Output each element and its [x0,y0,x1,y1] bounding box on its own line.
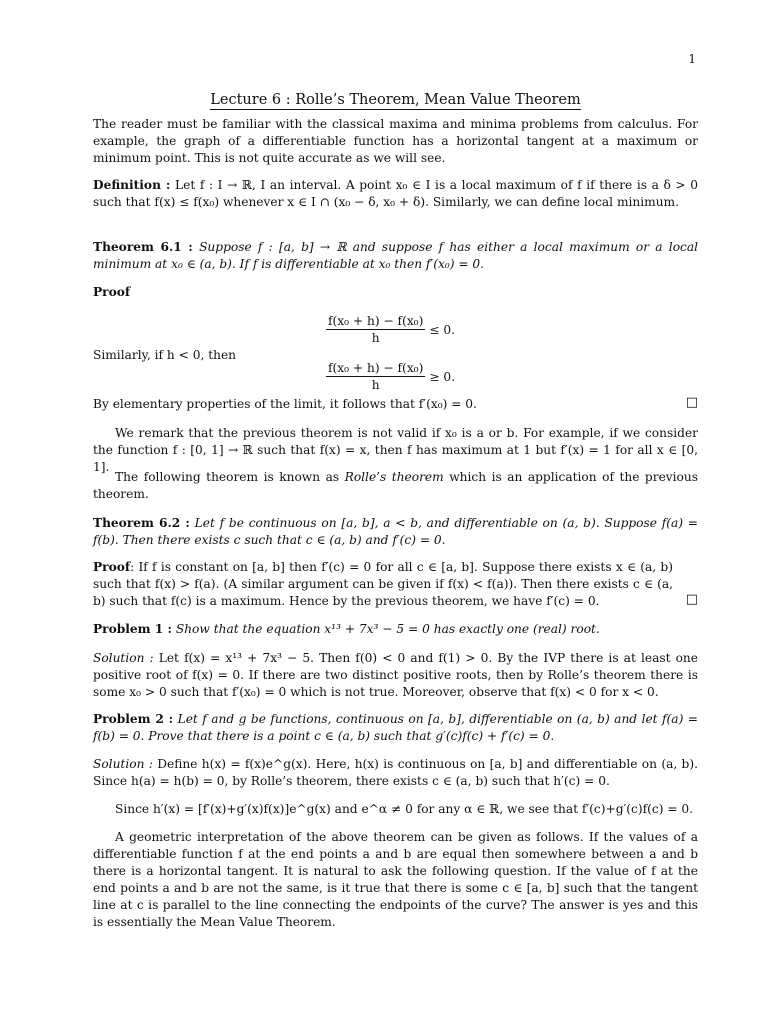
definition-block [93,177,698,211]
theorem-6-2-heading: Theorem 6.2 : [93,516,190,530]
equation-2-tail: ≥ 0. [429,369,456,384]
problem-1-heading: Problem 1 : [93,622,172,636]
fraction-2-numerator: f(x₀ + h) − f(x₀) [328,361,424,375]
rolle-intro-before: The following theorem is known as [115,470,345,484]
fraction-1 [326,314,425,345]
similarly-line: Similarly, if h < 0, then [93,348,237,362]
proof-1 [93,284,698,301]
theorem-6-1 [93,239,698,273]
solution-1 [93,650,698,701]
equation-1 [326,314,455,345]
fraction-2 [326,361,425,392]
definition-heading: Definition : [93,178,171,192]
proof-2 [93,559,673,610]
geometric-paragraph: A geometric interpretation of the above theorem can be given as follows. If the values of a differentiable function f at the end points a and b are equal then somewhere between a and b there is a horizontal tangent. It is natural to ask the following question. If the value of f at the end points a and b are not the same, is it true that there is some c ∈ [a, b] such that the tangent line at c is parallel to the line connecting the endpoints of the curve? The answer is yes and this is essentially the Mean Value Theorem. [93,830,698,929]
remark-paragraph: We remark that the previous theorem is not valid if x₀ is a or b. For example, if we consider the function f : [0, 1] → ℝ such that f(x) = x, then f has maximum at 1 but f′(x) = 1 for all x ∈ [0, 1]. [93,426,698,474]
problem-2 [93,711,698,745]
equation-2 [326,361,455,392]
rolle-intro-after: which is an application of the previous theorem. [93,470,698,501]
qed-symbol-2: □ [685,592,698,607]
title-text: Lecture 6 : Rolle’s Theorem, Mean Value Theorem [210,92,581,108]
rolle-theorem-name: Rolle’s theorem [344,470,444,484]
proof-2-text: : If f is constant on [a, b] then f′(c) = 0 for all c ∈ [a, b]. Suppose there exists x ∈ (a, b) such that f(x) > f(a). (A similar argument can be given if f(x) < f(a)). Then there exists c ∈ (a, b) such that f(c) is a maximum. Hence by the previous theorem, we have f′(c) = 0. [93,560,673,608]
intro-paragraph: The reader must be familiar with the classical maxima and minima problems from calculus. For example, the graph of a differentiable function has a horizontal tangent at a maximum or minimum point. This is not quite accurate as we will see. [93,117,698,165]
proof-2-heading: Proof [93,560,131,574]
solution-1-text: Let f(x) = x¹³ + 7x³ − 5. Then f(0) < 0 and f(1) > 0. By the IVP there is at least one positive root of f(x) = 0. If there are two distinct positive roots, then by Rolle’s theorem there is some x₀ > 0 such that f′(x₀) = 0 which is not true. Moreover, observe that f(x) < 0 for x < 0. [93,651,698,699]
rolle-intro-paragraph [93,469,698,503]
theorem-6-1-heading: Theorem 6.1 : [93,240,193,254]
solution-1-heading: Solution : [93,651,154,665]
theorem-6-1-text: Suppose f : [a, b] → ℝ and suppose f has either a local maximum or a local minimum at x₀ ∈ (a, b). If f is differentiable at x₀ then f′(x₀) = 0. [93,240,699,271]
solution-2-heading: Solution : [93,757,153,771]
equation-1-tail: ≤ 0. [429,322,456,337]
page-title [93,92,698,108]
definition-text: Let f : I → ℝ, I an interval. A point x₀ ∈ I is a local maximum of f if there is a δ > 0 such that f(x) ≤ f(x₀) whenever x ∈ I ∩ (x₀ − δ, x₀ + δ). Similarly, we can define local minimum. [93,178,699,209]
problem-2-heading: Problem 2 : [93,712,174,726]
page-number: 1 [688,52,696,66]
theorem-6-2 [93,515,698,549]
problem-1 [93,621,698,638]
solution-2 [93,756,698,790]
fraction-1-numerator: f(x₀ + h) − f(x₀) [328,314,424,328]
qed-symbol-1: □ [685,395,698,410]
proof-1-conclusion: By elementary properties of the limit, it follows that f′(x₀) = 0. [93,397,477,411]
theorem-6-2-text: Let f be continuous on [a, b], a < b, and differentiable on (a, b). Suppose f(a) = f(b). Then there exists c such that c ∈ (a, b) and f′(c) = 0. [93,516,699,547]
problem-2-text: Let f and g be functions, continuous on [a, b], differentiable on (a, b) and let f(a) = f(b) = 0. Prove that there is a point c ∈ (a, b) such that g′(c)f(c) + f′(c) = 0. [93,712,698,743]
problem-1-text: Show that the equation x¹³ + 7x³ − 5 = 0 has exactly one (real) root. [175,622,600,636]
solution-2-since: Since h′(x) = [f′(x)+g′(x)f(x)]e^g(x) and e^α ≠ 0 for any α ∈ ℝ, we see that f′(c)+g′(c)f(c) = 0. [115,802,694,816]
fraction-1-denominator: h [371,331,380,345]
fraction-2-denominator: h [371,378,380,392]
proof-1-heading: Proof [93,285,131,299]
solution-2-text: Define h(x) = f(x)e^g(x). Here, h(x) is continuous on [a, b] and differentiable on (a, b). Since h(a) = h(b) = 0, by Rolle’s theorem, there exists c ∈ (a, b) such that h′(c) = 0. [93,757,698,788]
